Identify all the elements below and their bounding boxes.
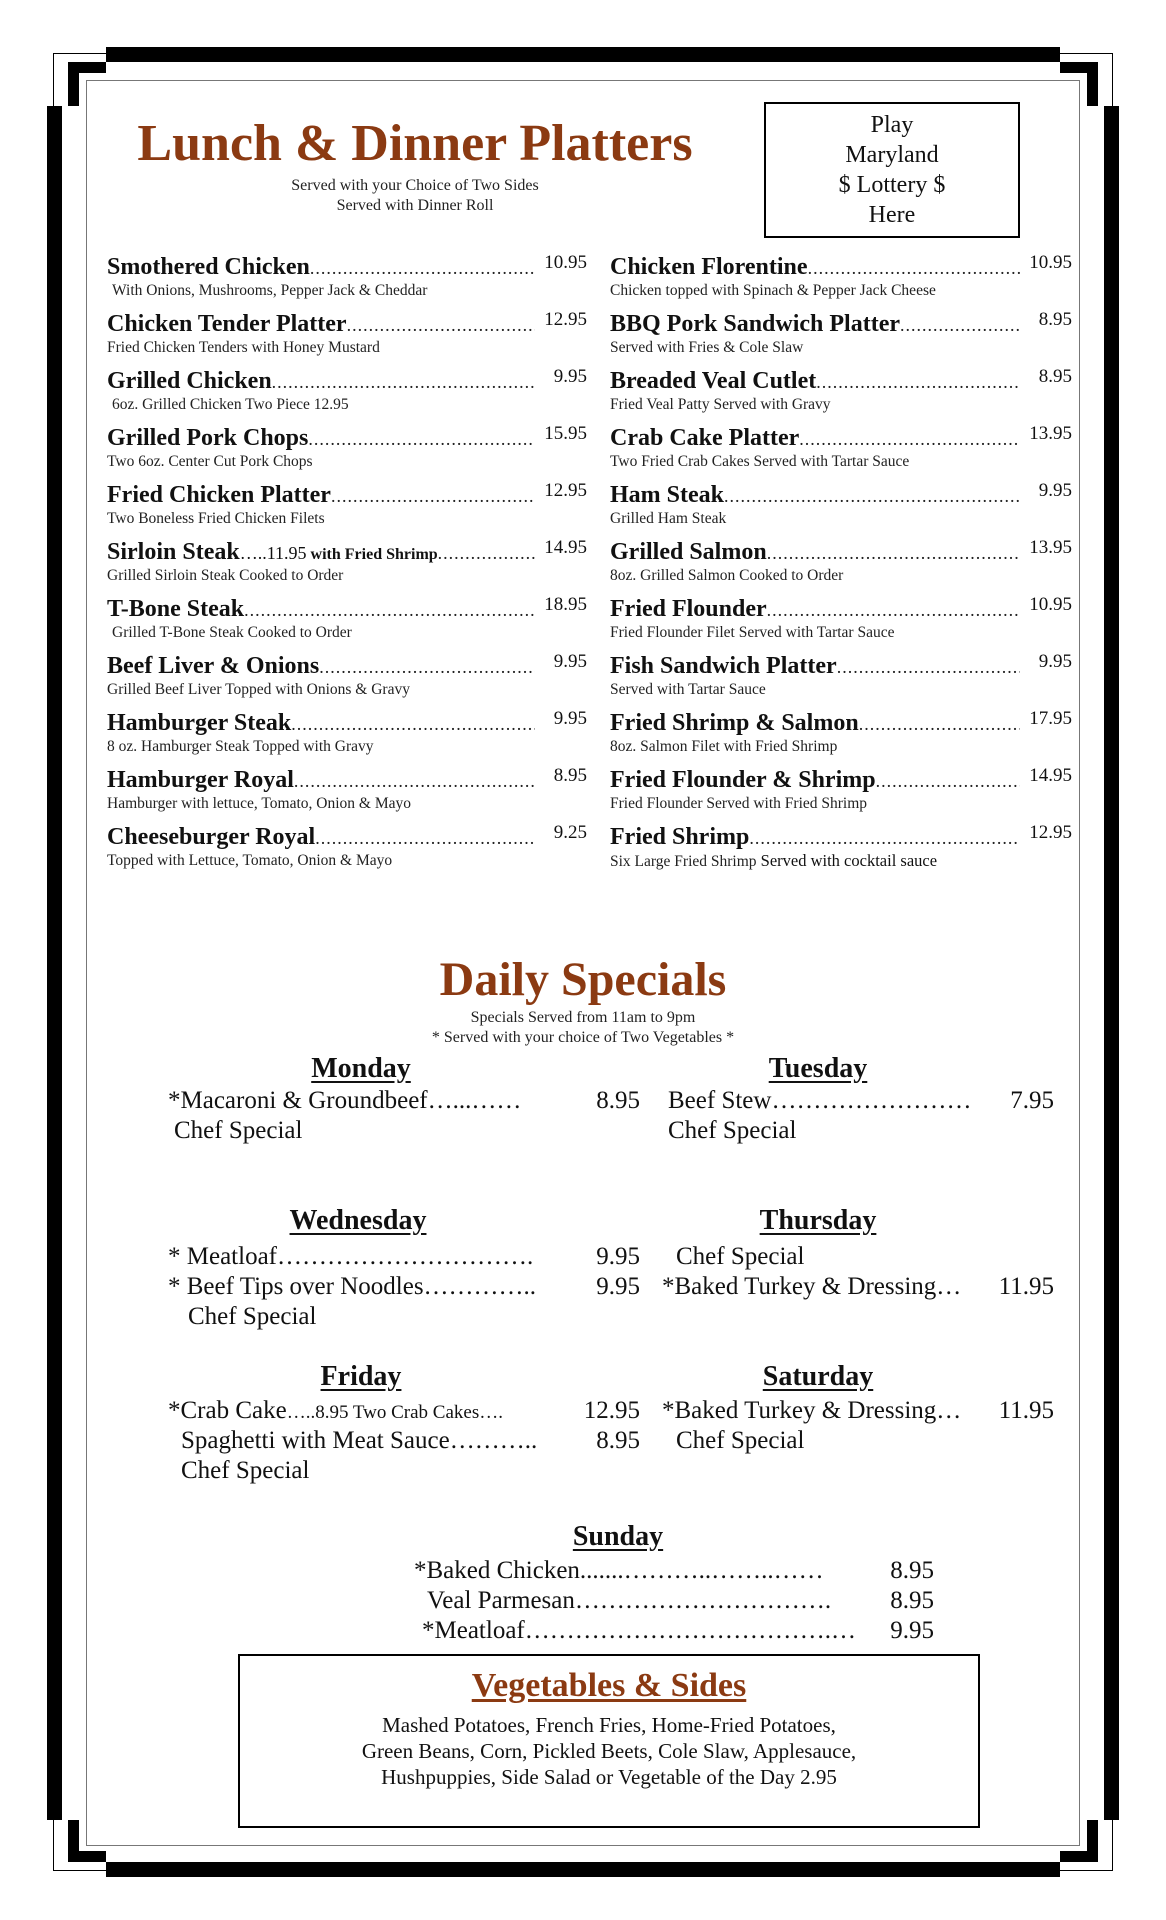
item-price: 12.95 (544, 309, 587, 330)
day-heading-sunday: Sunday (572, 1521, 664, 1552)
special-line (676, 1242, 804, 1272)
special-line (181, 1426, 640, 1456)
item-name: Ham Steak (610, 482, 724, 508)
special-name: Chef Special (676, 1427, 805, 1454)
item-description: Served with Tartar Sauce (610, 681, 766, 698)
item-description: 8oz. Grilled Salmon Cooked to Order (610, 567, 844, 584)
item-price: 8.95 (1038, 366, 1072, 387)
special-name: Chef Special (668, 1117, 797, 1144)
specials-title: Daily Specials (439, 953, 727, 1006)
special-price: 9.95 (596, 1273, 640, 1300)
specials-note: * Served with your choice of Two Vegetables * (431, 1029, 735, 1046)
special-name: Chef Special (181, 1457, 310, 1484)
special-line (181, 1456, 309, 1486)
item-description-main: Six Large Fried Shrimp (610, 853, 757, 870)
item-name: Beef Liver & Onions (107, 653, 320, 679)
item-name: Hamburger Steak (107, 710, 292, 736)
item-description: Grilled Ham Steak (610, 510, 727, 527)
subtitle-sides: Served with your Choice of Two Sides (291, 177, 539, 194)
item-description: Fried Veal Patty Served with Gravy (610, 396, 831, 413)
item-name: Fried Flounder (610, 596, 767, 622)
special-name: *Crab Cake (168, 1397, 287, 1424)
special-name: Beef Stew…………………… (668, 1087, 972, 1114)
item-name: Fried Shrimp & Salmon (610, 710, 859, 736)
item-description: Served with Fries & Cole Slaw (610, 339, 804, 356)
sides-box (238, 1654, 980, 1828)
special-line (427, 1586, 934, 1616)
menu-item (610, 822, 1072, 879)
item-description: Grilled Sirloin Steak Cooked to Order (107, 567, 344, 584)
item-name: Cheeseburger Royal (107, 824, 316, 850)
menu-item (610, 537, 1072, 594)
item-price: 9.95 (1038, 651, 1072, 672)
menu-item (107, 594, 587, 651)
special-line (662, 1396, 1054, 1426)
item-price: 10.95 (1029, 252, 1072, 273)
lottery-box (764, 102, 1020, 238)
menu-item (610, 651, 1072, 708)
item-name: Fried Shrimp (610, 824, 750, 850)
item-price: 8.95 (553, 765, 587, 786)
item-name: T-Bone Steak (107, 596, 245, 622)
item-name: Chicken Tender Platter (107, 311, 347, 337)
lottery-line-4: Here (868, 202, 916, 228)
special-line (414, 1556, 934, 1586)
item-price: 9.95 (553, 708, 587, 729)
item-price: 14.95 (1029, 765, 1072, 786)
menu-item (107, 708, 587, 765)
day-heading-saturday: Saturday (762, 1361, 874, 1392)
day-heading-monday: Monday (311, 1053, 411, 1084)
special-line (668, 1116, 796, 1146)
item-description: Fried Chicken Tenders with Honey Mustard (107, 339, 380, 356)
item-price: 12.95 (544, 480, 587, 501)
subtitle-roll: Served with Dinner Roll (336, 197, 494, 214)
item-price: 10.95 (544, 252, 587, 273)
special-name: * Beef Tips over Noodles………….. (168, 1273, 537, 1300)
special-price: 8.95 (596, 1427, 640, 1454)
special-name: Chef Special (676, 1243, 805, 1270)
special-name: *Macaroni & Groundbeef…...…… (168, 1087, 522, 1114)
item-description: 8 oz. Hamburger Steak Topped with Gravy (107, 738, 374, 755)
special-line (168, 1086, 640, 1116)
menu-item (107, 309, 587, 366)
item-name: Grilled Chicken (107, 368, 272, 394)
item-price: 10.95 (1029, 594, 1072, 615)
menu-item (107, 537, 587, 594)
item-price: 9.25 (553, 822, 587, 843)
item-price: 9.95 (1038, 480, 1072, 501)
sides-line: Mashed Potatoes, French Fries, Home-Fried Potatoes, (382, 1713, 836, 1737)
special-line (168, 1396, 640, 1428)
page-title: Lunch & Dinner Platters (137, 115, 693, 172)
item-price: 12.95 (1029, 822, 1072, 843)
item-name: BBQ Pork Sandwich Platter (610, 311, 901, 337)
item-name: Grilled Salmon (610, 539, 767, 565)
item-price: 14.95 (544, 537, 587, 558)
special-name: Spaghetti with Meat Sauce……….. (181, 1427, 538, 1454)
special-price: 8.95 (596, 1087, 640, 1114)
item-name: Crab Cake Platter (610, 425, 800, 451)
special-price: 11.95 (998, 1397, 1054, 1424)
item-name: Fried Chicken Platter (107, 482, 331, 508)
item-description: Two Boneless Fried Chicken Filets (107, 510, 325, 527)
special-price: 12.95 (583, 1397, 640, 1424)
menu-item (610, 765, 1072, 822)
platters-right-column (610, 252, 1072, 879)
menu-item (610, 366, 1072, 423)
specials-hours: Specials Served from 11am to 9pm (470, 1009, 696, 1026)
special-name: Chef Special (188, 1303, 317, 1330)
item-description: Two Fried Crab Cakes Served with Tartar Sauce (610, 453, 910, 470)
menu-item (107, 423, 587, 480)
sides-line: Hushpuppies, Side Salad or Vegetable of the Day 2.95 (381, 1765, 837, 1789)
item-price: 9.95 (553, 366, 587, 387)
menu-item (610, 480, 1072, 537)
menu-item (610, 423, 1072, 480)
platters-left-column (107, 252, 587, 879)
menu-item (107, 252, 587, 309)
item-price: 8.95 (1038, 309, 1072, 330)
item-name: Hamburger Royal (107, 767, 294, 793)
menu-item (107, 651, 587, 708)
day-heading-friday: Friday (320, 1361, 402, 1392)
item-description: Hamburger with lettuce, Tomato, Onion & Mayo (107, 795, 411, 812)
item-description: Fried Flounder Served with Fried Shrimp (610, 795, 868, 812)
item-description: Topped with Lettuce, Tomato, Onion & Mayo (107, 852, 393, 869)
item-description: Fried Flounder Filet Served with Tartar Sauce (610, 624, 895, 641)
special-name: *Baked Chicken.......………..……..…… (414, 1557, 824, 1584)
special-line (422, 1616, 934, 1646)
menu-item (107, 822, 587, 879)
item-name: Chicken Florentine (610, 254, 808, 280)
special-price: 9.95 (890, 1617, 934, 1644)
menu-item (610, 252, 1072, 309)
menu-item (107, 765, 587, 822)
item-name: Fried Flounder & Shrimp (610, 767, 876, 793)
menu-item (610, 708, 1072, 765)
item-name: Grilled Pork Chops (107, 425, 309, 451)
item-description: 8oz. Salmon Filet with Fried Shrimp (610, 738, 838, 755)
special-line (662, 1272, 1054, 1302)
special-name: Veal Parmesan…………………………. (427, 1587, 832, 1614)
menu-item (107, 480, 587, 537)
special-price: 11.95 (998, 1273, 1054, 1300)
special-price: 8.95 (890, 1587, 934, 1614)
lottery-line-1: Play (870, 112, 914, 138)
special-price: 7.95 (1010, 1087, 1054, 1114)
special-name: *Meatloaf……………………………….… (422, 1617, 856, 1644)
item-description: 6oz. Grilled Chicken Two Piece 12.95 (112, 396, 349, 413)
day-heading-tuesday: Tuesday (768, 1053, 868, 1084)
lottery-line-2: Maryland (845, 142, 939, 168)
item-description: Chicken topped with Spinach & Pepper Jack Cheese (610, 282, 936, 299)
special-line (188, 1302, 316, 1332)
item-name: Fish Sandwich Platter (610, 653, 837, 679)
item-price: 13.95 (1029, 423, 1072, 444)
special-name: *Baked Turkey & Dressing… (662, 1273, 962, 1300)
special-price: 8.95 (890, 1557, 934, 1584)
item-name: Sirloin Steak (107, 539, 240, 565)
sides-title: Vegetables & Sides (471, 1667, 747, 1704)
item-name: Breaded Veal Cutlet (610, 368, 817, 394)
item-description: Two 6oz. Center Cut Pork Chops (107, 453, 313, 470)
item-description: Grilled Beef Liver Topped with Onions & Gravy (107, 681, 410, 698)
special-line (676, 1426, 804, 1456)
item-name: Smothered Chicken (107, 254, 310, 280)
special-line (174, 1116, 302, 1146)
item-extra-price: …..11.95 (239, 543, 307, 563)
special-line (168, 1242, 640, 1272)
item-description-extra: Served with cocktail sauce (756, 851, 938, 870)
lottery-line-3: $ Lottery $ (838, 172, 946, 198)
day-heading-thursday: Thursday (759, 1205, 877, 1236)
special-name: * Meatloaf…………………………. (168, 1243, 534, 1270)
special-line (668, 1086, 1054, 1116)
special-line (168, 1272, 640, 1302)
item-price: 9.95 (553, 651, 587, 672)
item-description (610, 852, 1072, 870)
item-price: 13.95 (1029, 537, 1072, 558)
menu-item (610, 594, 1072, 651)
item-extra-text: with Fried Shrimp (306, 546, 438, 563)
menu-item (107, 366, 587, 423)
item-description: Grilled T-Bone Steak Cooked to Order (112, 624, 352, 641)
special-name: Chef Special (174, 1117, 303, 1144)
menu-item (610, 309, 1072, 366)
special-detail: …..8.95 Two Crab Cakes…. (286, 1402, 503, 1423)
special-price: 9.95 (596, 1243, 640, 1270)
sides-line: Green Beans, Corn, Pickled Beets, Cole Slaw, Applesauce, (361, 1739, 857, 1763)
item-price: 18.95 (544, 594, 587, 615)
item-price: 15.95 (544, 423, 587, 444)
item-price: 17.95 (1029, 708, 1072, 729)
day-heading-wednesday: Wednesday (289, 1205, 427, 1236)
special-name: *Baked Turkey & Dressing… (662, 1397, 962, 1424)
item-description: With Onions, Mushrooms, Pepper Jack & Cheddar (112, 282, 428, 299)
